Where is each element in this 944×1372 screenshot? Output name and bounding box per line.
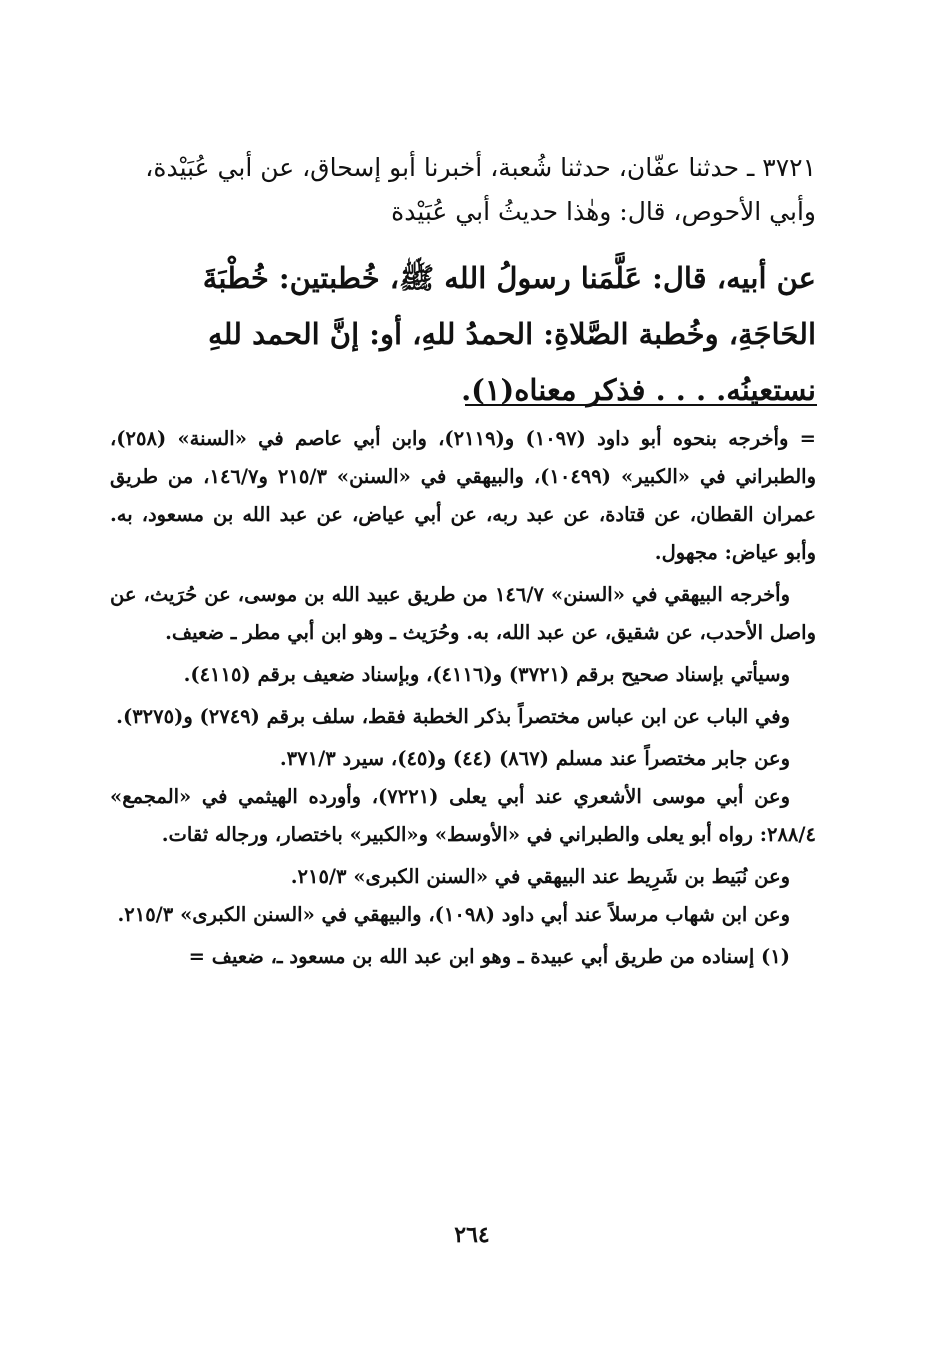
footnote-paragraph: وسيأتي بإسناد صحيح برقم (٣٧٢١) و(٤١١٦)، وبإسناد ضعيف برقم (٤١١٥). xyxy=(183,663,790,686)
footnote-paragraph: وعن ابن شهاب مرسلاً عند أبي داود (١٠٩٨)، والبيهقي في «السنن الكبرى» ٢١٥/٣. xyxy=(117,903,790,926)
hadith-chain-line-2: وأبي الأحوص، قال: وهٰذا حديثُ أبي عُبَيْدة xyxy=(391,197,816,226)
hadith-body-line-3: نستعينُه. . . . فذكر معناه(١). xyxy=(461,373,816,407)
footnote-paragraph: = وأخرجه بنحوه أبو داود (١٠٩٧) و(٢١١٩)، وابن أبي عاصم في «السنة» (٢٥٨)، والطبراني في «الكبير» (١٠٤٩٩)، والبيهقي في «السنن» ٢١٥/٣ و١٤٦/٧، من طريق عمران القطان، عن قتادة، عن عبد ربه، عن أبي عياض، عن عبد الله بن مسعود، به. وأبو عياض: مجهول. xyxy=(110,427,816,564)
footnote-1: (١) إسناده من طريق أبي عبيدة ـ وهو ابن عبد الله بن مسعود ـ، ضعيف = xyxy=(188,945,790,968)
hadith-body xyxy=(110,250,816,418)
footnotes xyxy=(110,420,816,976)
page-number: ٢٦٤ xyxy=(454,1222,490,1248)
footnote-divider xyxy=(465,404,817,406)
hadith-chain xyxy=(110,146,816,234)
footnote-paragraph: وعن جابر مختصراً عند مسلم (٨٦٧) (٤٤) و(٤٥)، سيرد ٣٧١/٣. xyxy=(279,747,790,770)
hadith-body-line-2: الحَاجَةِ، وخُطبة الصَّلاةِ: الحمدُ للهِ، أو: إنَّ الحمد للهِ xyxy=(208,317,816,351)
footnote-paragraph: وعن أبي موسى الأشعري عند أبي يعلى (٧٢٢١)، وأورده الهيثمي في «المجمع» ٢٨٨/٤: رواه أبو يعلى والطبراني في «الأوسط» و«الكبير» باختصار، ورجاله ثقات. xyxy=(110,785,816,846)
footnote-paragraph: وفي الباب عن ابن عباس مختصراً بذكر الخطبة فقط، سلف برقم (٢٧٤٩) و(٣٢٧٥). xyxy=(116,705,790,728)
footnote-paragraph: وعن نُبَيط بن شَرِيط عند البيهقي في «السنن الكبرى» ٢١٥/٣. xyxy=(290,865,790,888)
hadith-body-line-1: عن أبيه، قال: عَلَّمَنا رسولُ الله ﷺ، خُطبتين: خُطْبَةَ xyxy=(202,261,816,295)
hadith-chain-line-1: ٣٧٢١ ـ حدثنا عفّان، حدثنا شُعبة، أخبرنا أبو إسحاق، عن أبي عُبَيْدة، xyxy=(145,153,816,182)
footnote-paragraph: وأخرجه البيهقي في «السنن» ١٤٦/٧ من طريق عبيد الله بن موسى، عن حُرَيث، عن واصل الأحدب، عن شقيق، عن عبد الله، به. وحُرَيث ـ وهو ابن أبي مطر ـ ضعيف. xyxy=(110,583,816,644)
